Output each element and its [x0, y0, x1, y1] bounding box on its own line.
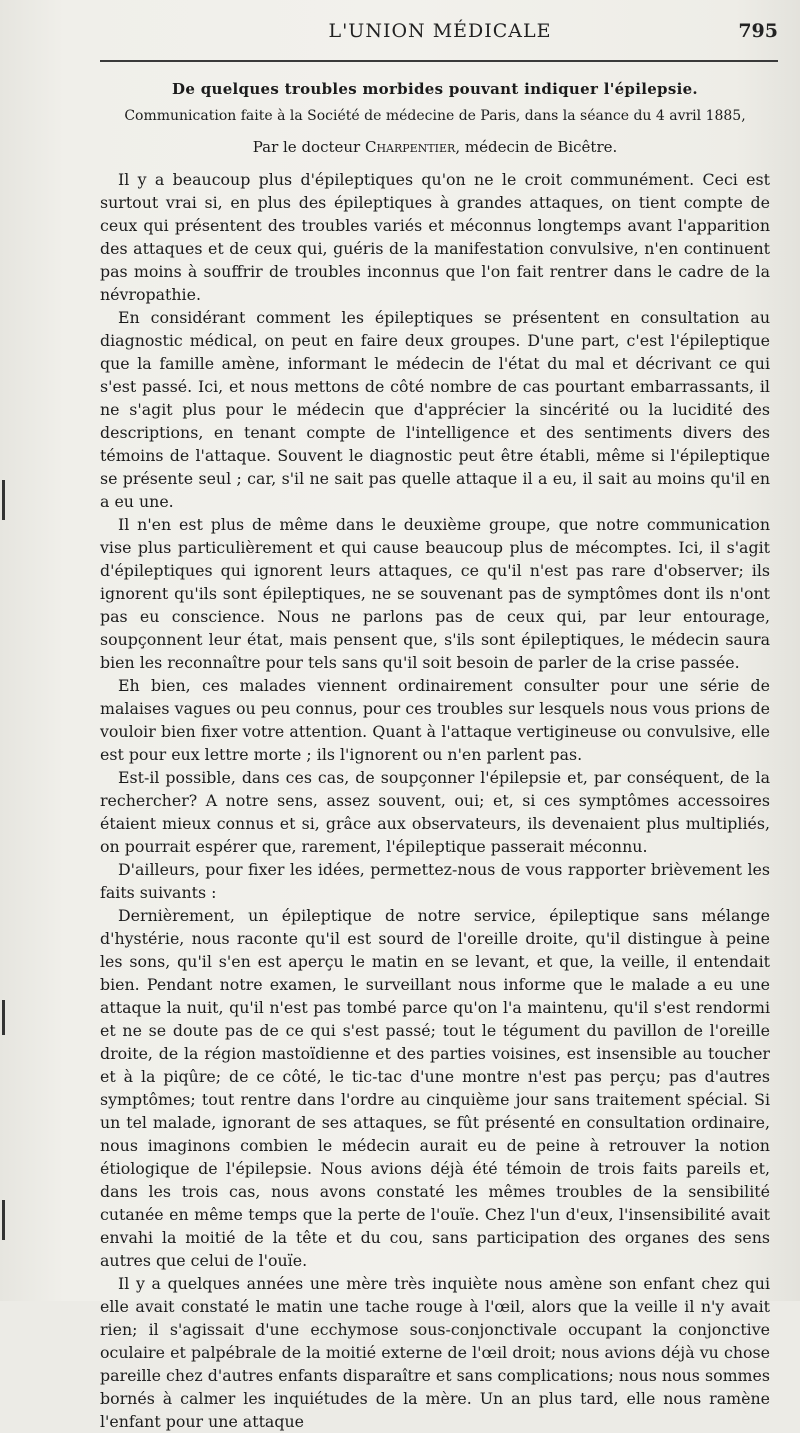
scan-edge-mark	[2, 1000, 5, 1035]
paragraph: Il y a quelques années une mère très inquiète nous amène son enfant chez qui elle avait constaté le matin une tache rouge à l'œil, alors que la veille il n'y avait rien; il s'agissait d'une ecchymose sous-conjonctivale occupant la conjonctive oculaire et palpébrale de la moitié externe de l'œil droit; nous avions déjà vu chose pareille chez d'autres enfants disparaître et sans complications; nous nous sommes bornés à calmer les inquiétudes de la mère. Un an plus tard, elle nous ramène l'enfant pour une attaque	[100, 1274, 770, 1431]
article-subtitle: Communication faite à la Société de médecine de Paris, dans la séance du 4 avril 1885,	[124, 108, 746, 124]
scan-edge-mark	[2, 1200, 5, 1240]
author-suffix: , médecin de Bicêtre.	[455, 138, 618, 156]
paragraph: Est-il possible, dans ces cas, de soupçonner l'épilepsie et, par conséquent, de la rechercher? A notre sens, assez souvent, oui; et, si ces symptômes accessoires étaient mieux connus et si, grâce aux observateurs, ils devenaient plus multipliés, on pourrait espérer que, rarement, l'épileptique passerait méconnu.	[100, 768, 770, 856]
paragraph: Il y a beaucoup plus d'épileptiques qu'on ne le croit communément. Ceci est surtout vrai si, en plus des épileptiques à grandes attaques, on tient compte de ceux qui présentent des troubles variés et méconnus longtemps avant l'apparition des attaques et de ceux qui, guéris de la manifestation convulsive, n'en continuent pas moins à souffrir de troubles inconnus que l'on fait rentrer dans le cadre de la névropathie.	[100, 170, 770, 304]
paragraph: Il n'en est plus de même dans le deuxième groupe, que notre communication vise plus particulièrement et qui cause beaucoup plus de mécomptes. Ici, il s'agit d'épileptiques qui ignorent leurs attaques, ce qu'il n'est pas rare d'observer; ils ignorent qu'ils sont épileptiques, ne se souvenant pas de symptômes dont ils n'ont pas eu conscience. Nous ne parlons pas de ceux qui, par leur entourage, soupçonnent leur état, mais pensent que, s'ils sont épileptiques, le médecin saura bien les reconnaître pour tels sans qu'il soit besoin de parler de la crise passée.	[100, 515, 770, 672]
journal-title: L'UNION MÉDICALE	[328, 20, 552, 42]
article-body	[100, 168, 770, 1433]
paragraph: En considérant comment les épileptiques se présentent en consultation au diagnostic médical, on peut en faire deux groupes. D'une part, c'est l'épileptique que la famille amène, informant le médecin de l'état du mal et décrivant ce qui s'est passé. Ici, et nous mettons de côté nombre de cas pourtant embarrassants, il ne s'agit plus pour le médecin que d'apprécier la sincérité ou la lucidité des descriptions, en tenant compte de l'intelligence et des sentiments divers des témoins de l'attaque. Souvent le diagnostic peut être établi, même si l'épileptique se présente seul ; car, s'il ne sait pas quelle attaque il a eu, il sait au moins qu'il en a eu une.	[100, 308, 770, 511]
author-name: Charpentier	[364, 138, 456, 156]
author-prefix: Par le docteur	[252, 138, 365, 156]
scan-edge-mark	[2, 480, 5, 520]
article-author	[100, 138, 770, 156]
paragraph: Dernièrement, un épileptique de notre service, épileptique sans mélange d'hystérie, nous raconte qu'il est sourd de l'oreille droite, qu'il distingue à peine les sons, qu'il s'en est aperçu le matin en se levant, et que, la veille, il entendait bien. Pendant notre examen, le surveillant nous informe que le malade a eu une attaque la nuit, qu'il n'est pas tombé parce qu'on l'a maintenu, qu'il s'est rendormi et ne se doute pas de ce qui s'est passé; tout le tégument du pavillon de l'oreille droite, de la région mastoïdienne et des parties voisines, est insensible au toucher et à la piqûre; de ce côté, le tic-tac d'une montre n'est pas perçu; pas d'autres symptômes; tout rentre dans l'ordre au cinquième jour sans traitement spécial. Si un tel malade, ignorant de ses attaques, se fût présenté en consultation ordinaire, nous imaginons combien le médecin aurait eu de peine à retrouver la notion étiologique de l'épilepsie. Nous avions déjà été témoin de trois faits pareils et, dans les trois cas, nous avons constaté les mêmes troubles de la sensibilité cutanée en même temps que la perte de l'ouïe. Chez l'un d'eux, l'insensibilité avait envahi la moitié de la tête et du cou, sans participation des organes des sens autres que celui de l'ouïe.	[100, 906, 770, 1270]
running-head	[100, 18, 780, 52]
header-rule	[100, 60, 778, 62]
paragraph: D'ailleurs, pour fixer les idées, permettez-nous de vous rapporter brièvement les faits suivants :	[100, 860, 770, 902]
page-number: 795	[738, 20, 778, 42]
article	[100, 80, 770, 1433]
article-title: De quelques troubles morbides pouvant indiquer l'épilepsie.	[172, 80, 698, 98]
paragraph: Eh bien, ces malades viennent ordinairement consulter pour une série de malaises vagues ou peu connus, pour ces troubles sur lesquels nous vous prions de vouloir bien fixer votre attention. Quant à l'attaque vertigineuse ou convulsive, elle est pour eux lettre morte ; ils l'ignorent ou n'en parlent pas.	[100, 676, 770, 764]
